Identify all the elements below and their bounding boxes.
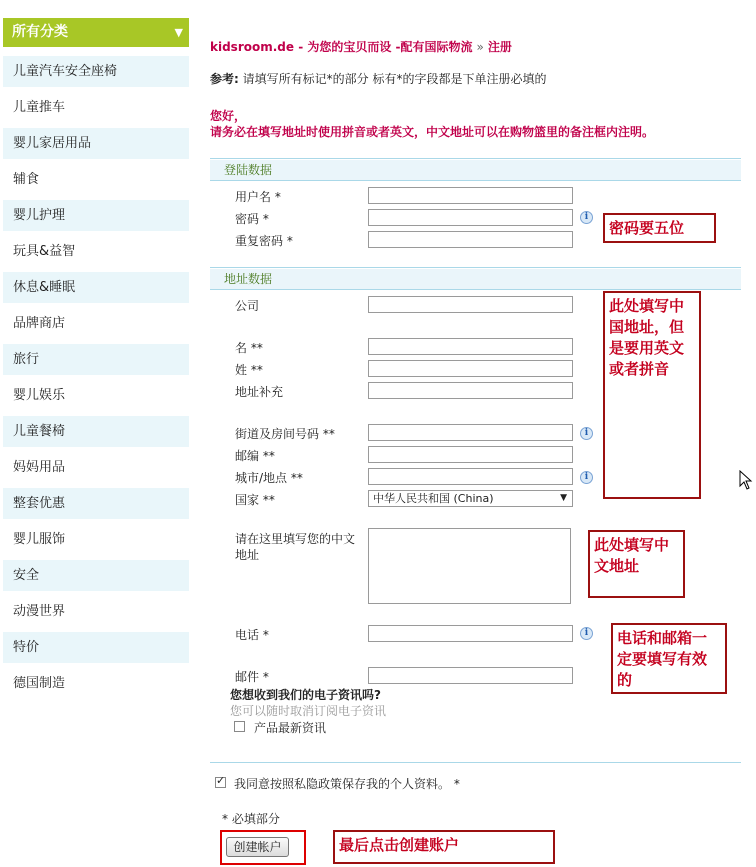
cn-address-textarea[interactable]: [368, 528, 571, 604]
note-label: 参考:: [210, 72, 239, 86]
newsletter-question: 您想收到我们的电子资讯吗?: [230, 688, 381, 702]
lastname-input[interactable]: [368, 360, 573, 377]
country-label: 国家 **: [235, 493, 275, 507]
country-select-value: 中华人民共和国 (China): [373, 492, 494, 505]
sidebar-item[interactable]: 品牌商店: [13, 316, 66, 331]
callout-create: 最后点击创建账户: [333, 830, 555, 864]
section-divider: [210, 267, 741, 268]
sidebar-item[interactable]: 儿童汽车安全座椅: [3, 56, 189, 87]
info-icon[interactable]: i: [580, 471, 593, 484]
address-extra-input[interactable]: [368, 382, 573, 399]
required-note-top: [210, 70, 546, 87]
password-input[interactable]: [368, 209, 573, 226]
address-section-title: 地址数据: [210, 269, 741, 289]
privacy-label: 我同意按照私隐政策保存我的个人资料。 *: [234, 777, 460, 791]
company-input[interactable]: [368, 296, 573, 313]
sidebar-item[interactable]: 休息&睡眠: [3, 272, 189, 303]
greeting: 您好，: [210, 109, 247, 123]
required-legend: * 必填部分: [222, 812, 280, 826]
city-input[interactable]: [368, 468, 573, 485]
section-divider: [210, 180, 741, 181]
sidebar-item[interactable]: 婴儿娱乐: [13, 388, 66, 403]
privacy-checkbox[interactable]: [215, 777, 226, 788]
newsletter-hint: 您可以随时取消订阅电子资讯: [230, 704, 387, 718]
sidebar-item[interactable]: 婴儿家居用品: [3, 128, 189, 159]
address-extra-label: 地址补充: [235, 385, 284, 399]
cn-address-label: 请在这里填写您的中文: [235, 532, 356, 546]
zip-input[interactable]: [368, 446, 573, 463]
callout-contact: 电话和邮箱一定要填写有效的: [611, 623, 727, 694]
street-label: 街道及房间号码 **: [235, 427, 335, 441]
sidebar-item[interactable]: 玩具&益智: [13, 244, 76, 259]
breadcrumb-current: 注册: [487, 40, 512, 54]
firstname-label: 名 **: [235, 341, 263, 355]
category-header[interactable]: [3, 18, 189, 47]
newsletter-checkbox[interactable]: [234, 721, 245, 732]
create-account-button[interactable]: 创建帐户: [226, 837, 289, 857]
lastname-label: 姓 **: [235, 363, 263, 377]
email-input[interactable]: [368, 667, 573, 684]
username-label: 用户名 *: [235, 190, 281, 204]
callout-cn-address: 此处填写中文地址: [588, 530, 685, 598]
section-divider: [210, 289, 741, 290]
mouse-cursor-icon: [739, 470, 753, 490]
info-icon[interactable]: i: [580, 427, 593, 440]
repeat-password-input[interactable]: [368, 231, 573, 248]
company-label: 公司: [235, 299, 260, 313]
sidebar-item[interactable]: 特价: [3, 632, 189, 663]
callout-password: 密码要五位: [603, 213, 716, 243]
callout-address: 此处填写中国地址，但是要用英文或者拼音: [603, 291, 701, 499]
sidebar-item[interactable]: 儿童餐椅: [3, 416, 189, 447]
phone-input[interactable]: [368, 625, 573, 642]
section-divider: [210, 158, 741, 159]
firstname-input[interactable]: [368, 338, 573, 355]
info-icon[interactable]: i: [580, 211, 593, 224]
info-icon[interactable]: i: [580, 627, 593, 640]
pinyin-warning: 请务必在填写地址时使用拼音或者英文，中文地址可以在购物篮里的备注框内注明。: [210, 125, 655, 139]
cn-address-label-2: 地址: [235, 548, 260, 562]
city-label: 城市/地点 **: [235, 471, 303, 485]
section-divider: [210, 762, 741, 763]
sidebar-item[interactable]: 安全: [3, 560, 189, 591]
chevron-down-icon: ▼: [174, 26, 183, 39]
phone-label: 电话 *: [235, 628, 269, 642]
sidebar-item[interactable]: 旅行: [3, 344, 189, 375]
breadcrumb-separator: »: [476, 40, 484, 54]
street-input[interactable]: [368, 424, 573, 441]
sidebar-item[interactable]: 婴儿护理: [3, 200, 189, 231]
sidebar-item[interactable]: 儿童推车: [13, 100, 66, 115]
note-text: 请填写所有标记*的部分 标有*的字段都是下单注册必填的: [238, 72, 547, 86]
dropdown-arrow-icon: ▼: [560, 493, 567, 503]
email-label: 邮件 *: [235, 670, 269, 684]
password-label: 密码 *: [235, 212, 269, 226]
sidebar-item[interactable]: 辅食: [13, 172, 40, 187]
newsletter-option-label: 产品最新资讯: [254, 721, 327, 735]
sidebar-item[interactable]: 婴儿服饰: [13, 532, 66, 547]
sidebar-item[interactable]: 德国制造: [13, 676, 66, 691]
sidebar-item[interactable]: 动漫世界: [13, 604, 66, 619]
login-section-title: 登陆数据: [210, 160, 741, 180]
breadcrumb: [210, 38, 512, 55]
sidebar-item[interactable]: 妈妈用品: [13, 460, 66, 475]
username-input[interactable]: [368, 187, 573, 204]
category-header-label: 所有分类: [12, 24, 68, 40]
country-select[interactable]: [368, 490, 573, 507]
sidebar-item[interactable]: 整套优惠: [3, 488, 189, 519]
breadcrumb-site-link[interactable]: kidsroom.de - 为您的宝贝而设 -配有国际物流: [210, 40, 473, 54]
zip-label: 邮编 **: [235, 449, 275, 463]
repeat-password-label: 重复密码 *: [235, 234, 293, 248]
